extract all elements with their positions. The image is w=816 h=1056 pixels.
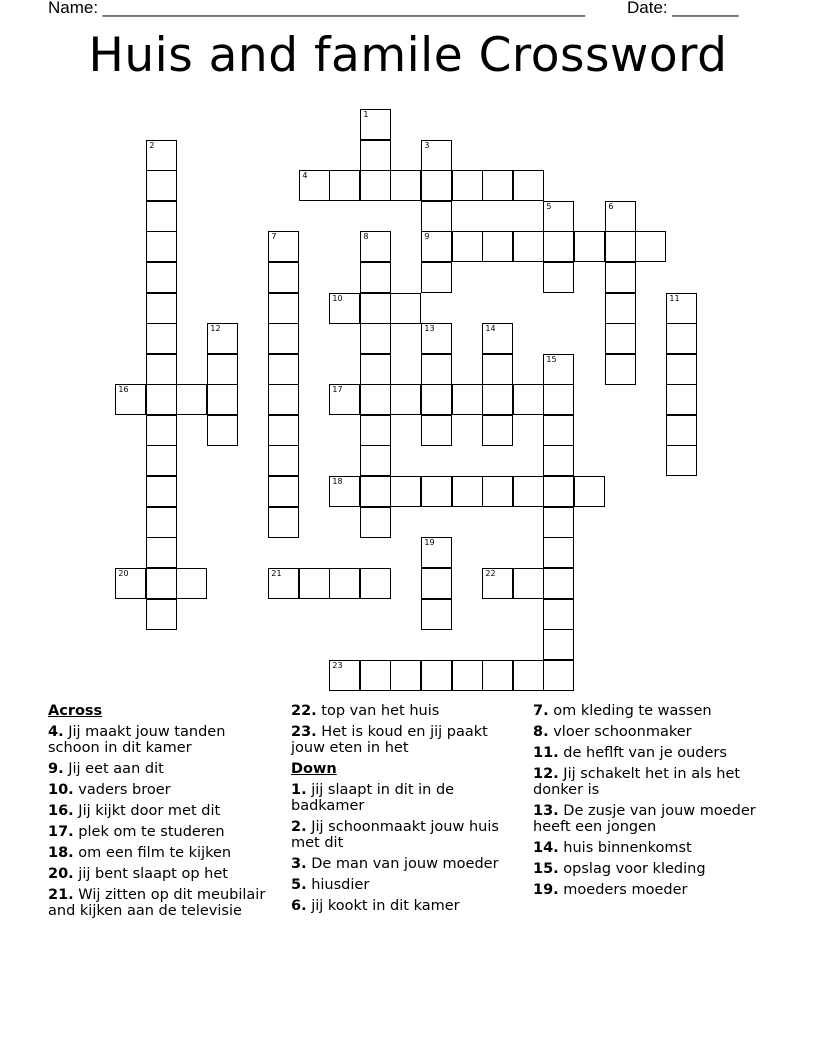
clue-column-2 <box>291 703 523 919</box>
clue-text: Jij schakelt het in als het donker is <box>533 766 741 798</box>
clue-item <box>291 703 523 719</box>
grid-cell[interactable] <box>421 140 452 171</box>
clue-number: 2 <box>149 141 155 151</box>
grid-cell[interactable] <box>605 293 636 324</box>
grid-cell[interactable] <box>666 415 697 446</box>
grid-cell[interactable] <box>207 384 238 415</box>
grid-cell[interactable] <box>207 354 238 385</box>
clue-number: 15 <box>546 355 557 365</box>
clue-number: 23 <box>332 661 343 671</box>
clue-number: 4 <box>302 171 308 181</box>
clue-text: jij bent slaapt op het <box>73 866 228 882</box>
clue-number: 6 <box>608 202 614 212</box>
clue-text: jij slaapt in dit in de badkamer <box>291 782 455 814</box>
clue-number: 16. <box>48 803 74 819</box>
grid-cell[interactable] <box>360 140 391 171</box>
clue-number: 21 <box>271 569 282 579</box>
grid-cell[interactable] <box>268 262 299 293</box>
grid-cell[interactable] <box>146 323 177 354</box>
grid-cell[interactable] <box>268 445 299 476</box>
clue-item <box>48 866 280 882</box>
clue-number: 17 <box>332 385 343 395</box>
clue-item <box>533 703 773 719</box>
grid-cell[interactable] <box>390 170 421 201</box>
grid-cell[interactable] <box>421 599 452 630</box>
clue-number: 23. <box>291 724 317 740</box>
clue-text: Wij zitten op dit meubilair and kijken aan de televisie <box>48 887 266 919</box>
grid-cell[interactable] <box>176 568 207 599</box>
grid-cell[interactable] <box>513 231 544 262</box>
grid-cell[interactable] <box>115 384 146 415</box>
page-title: Huis and famile Crossword <box>88 28 728 83</box>
grid-cell[interactable] <box>543 231 574 262</box>
clue-number: 20. <box>48 866 74 882</box>
across-heading: Across <box>48 703 103 719</box>
grid-cell[interactable] <box>146 231 177 262</box>
clue-number: 2. <box>291 819 307 835</box>
grid-cell[interactable] <box>176 384 207 415</box>
clue-number: 19 <box>424 538 435 548</box>
grid-cell[interactable] <box>360 507 391 538</box>
grid-cell[interactable] <box>543 415 574 446</box>
clue-number: 5. <box>291 877 307 893</box>
clue-number: 13. <box>533 803 559 819</box>
grid-cell[interactable] <box>605 262 636 293</box>
clue-number: 3. <box>291 856 307 872</box>
grid-cell[interactable] <box>329 384 360 415</box>
grid-cell[interactable] <box>605 354 636 385</box>
grid-cell[interactable] <box>146 384 177 415</box>
clue-text: opslag voor kleding <box>558 861 706 877</box>
grid-cell[interactable] <box>268 568 299 599</box>
grid-cell[interactable] <box>421 415 452 446</box>
clue-number: 21. <box>48 887 74 903</box>
clue-item <box>533 766 773 798</box>
grid-cell[interactable] <box>360 293 391 324</box>
clue-item <box>533 840 773 856</box>
clue-number: 11. <box>533 745 559 761</box>
grid-cell[interactable] <box>360 384 391 415</box>
clue-item <box>533 724 773 740</box>
grid-cell[interactable] <box>666 293 697 324</box>
grid-cell[interactable] <box>421 201 452 232</box>
grid-cell[interactable] <box>268 476 299 507</box>
grid-cell[interactable] <box>146 537 177 568</box>
grid-cell[interactable] <box>513 568 544 599</box>
grid-cell[interactable] <box>360 415 391 446</box>
grid-cell[interactable] <box>421 660 452 691</box>
grid-cell[interactable] <box>543 537 574 568</box>
grid-cell[interactable] <box>543 476 574 507</box>
clue-text: top van het huis <box>316 703 440 719</box>
clue-text: om kleding te wassen <box>548 703 712 719</box>
clue-number: 11 <box>669 294 680 304</box>
grid-cell[interactable] <box>452 660 483 691</box>
grid-cell[interactable] <box>482 415 513 446</box>
clue-item <box>48 782 280 798</box>
grid-cell[interactable] <box>666 384 697 415</box>
clue-item <box>291 877 523 893</box>
grid-cell[interactable] <box>482 384 513 415</box>
grid-cell[interactable] <box>421 476 452 507</box>
clue-text: om een film te kijken <box>73 845 232 861</box>
clue-text: Het is koud en jij paakt jouw eten in het <box>291 724 488 756</box>
grid-cell[interactable] <box>329 170 360 201</box>
grid-cell[interactable] <box>360 262 391 293</box>
clue-number: 18 <box>332 477 343 487</box>
grid-cell[interactable] <box>268 384 299 415</box>
clue-number: 14 <box>485 324 496 334</box>
clue-number: 20 <box>118 569 129 579</box>
grid-cell[interactable] <box>146 445 177 476</box>
clue-item <box>533 803 773 835</box>
clue-number: 7 <box>271 232 277 242</box>
grid-cell[interactable] <box>605 201 636 232</box>
grid-cell[interactable] <box>115 568 146 599</box>
grid-cell[interactable] <box>513 384 544 415</box>
grid-cell[interactable] <box>543 354 574 385</box>
grid-cell[interactable] <box>146 415 177 446</box>
grid-cell[interactable] <box>666 323 697 354</box>
grid-cell[interactable] <box>421 384 452 415</box>
clue-number: 6. <box>291 898 307 914</box>
grid-cell[interactable] <box>360 231 391 262</box>
clue-item <box>48 845 280 861</box>
clue-number: 10 <box>332 294 343 304</box>
clue-item <box>291 856 523 872</box>
clue-number: 9 <box>424 232 430 242</box>
grid-cell[interactable] <box>390 293 421 324</box>
grid-cell[interactable] <box>513 170 544 201</box>
grid-cell[interactable] <box>482 476 513 507</box>
grid-cell[interactable] <box>666 354 697 385</box>
date-field-label: Date: _______ <box>627 0 739 17</box>
clue-number: 7. <box>533 703 549 719</box>
name-field-label: Name: ___________________________________________________ <box>48 0 585 17</box>
grid-cell[interactable] <box>360 660 391 691</box>
clue-item <box>48 761 280 777</box>
grid-cell[interactable] <box>421 537 452 568</box>
clue-number: 15. <box>533 861 559 877</box>
clue-text: Jij maakt jouw tanden schoon in dit kamer <box>48 724 226 756</box>
grid-cell[interactable] <box>452 231 483 262</box>
clue-number: 8 <box>363 232 369 242</box>
grid-cell[interactable] <box>299 170 330 201</box>
grid-cell[interactable] <box>543 629 574 660</box>
grid-cell[interactable] <box>329 660 360 691</box>
grid-cell[interactable] <box>146 476 177 507</box>
grid-cell[interactable] <box>482 170 513 201</box>
grid-cell[interactable] <box>543 599 574 630</box>
grid-cell[interactable] <box>146 293 177 324</box>
clue-number: 1 <box>363 110 369 120</box>
clue-text: jij kookt in dit kamer <box>306 898 460 914</box>
grid-cell[interactable] <box>543 445 574 476</box>
grid-cell[interactable] <box>452 476 483 507</box>
clue-number: 19. <box>533 882 559 898</box>
clue-number: 8. <box>533 724 549 740</box>
grid-cell[interactable] <box>146 599 177 630</box>
grid-cell[interactable] <box>421 262 452 293</box>
grid-cell[interactable] <box>482 660 513 691</box>
grid-cell[interactable] <box>146 507 177 538</box>
clue-number: 18. <box>48 845 74 861</box>
grid-cell[interactable] <box>146 568 177 599</box>
grid-cell[interactable] <box>390 476 421 507</box>
grid-cell[interactable] <box>390 660 421 691</box>
clue-item <box>291 724 523 756</box>
clue-text: vloer schoonmaker <box>548 724 692 740</box>
clue-item <box>48 803 280 819</box>
clue-number: 13 <box>424 324 435 334</box>
clue-text: Jij eet aan dit <box>63 761 164 777</box>
clue-text: vaders broer <box>73 782 171 798</box>
clue-item <box>533 882 773 898</box>
grid-cell[interactable] <box>268 231 299 262</box>
clue-text: huis binnenkomst <box>558 840 692 856</box>
grid-cell[interactable] <box>421 568 452 599</box>
clue-text: moeders moeder <box>558 882 688 898</box>
grid-cell[interactable] <box>421 231 452 262</box>
clue-item <box>533 745 773 761</box>
clue-number: 5 <box>546 202 552 212</box>
grid-cell[interactable] <box>421 323 452 354</box>
grid-cell[interactable] <box>329 293 360 324</box>
grid-cell[interactable] <box>482 568 513 599</box>
grid-cell[interactable] <box>268 323 299 354</box>
clue-item <box>48 887 280 919</box>
grid-cell[interactable] <box>513 660 544 691</box>
grid-cell[interactable] <box>360 323 391 354</box>
clue-number: 4. <box>48 724 64 740</box>
grid-cell[interactable] <box>329 476 360 507</box>
clue-text: De zusje van jouw moeder heeft een jongen <box>533 803 756 835</box>
grid-cell[interactable] <box>421 170 452 201</box>
grid-cell[interactable] <box>666 445 697 476</box>
clue-number: 3 <box>424 141 430 151</box>
grid-cell[interactable] <box>360 354 391 385</box>
clue-number: 12 <box>210 324 221 334</box>
grid-cell[interactable] <box>146 140 177 171</box>
clue-item <box>291 898 523 914</box>
grid-cell[interactable] <box>605 231 636 262</box>
grid-cell[interactable] <box>360 445 391 476</box>
grid-cell[interactable] <box>543 262 574 293</box>
down-heading: Down <box>291 761 337 777</box>
clue-text: de heflft van je ouders <box>558 745 727 761</box>
clue-item <box>48 824 280 840</box>
grid-cell[interactable] <box>543 660 574 691</box>
clue-text: Jij schoonmaakt jouw huis met dit <box>291 819 499 851</box>
grid-cell[interactable] <box>452 384 483 415</box>
grid-cell[interactable] <box>605 323 636 354</box>
clue-text: De man van jouw moeder <box>306 856 499 872</box>
grid-cell[interactable] <box>482 354 513 385</box>
grid-cell[interactable] <box>360 568 391 599</box>
grid-cell[interactable] <box>543 201 574 232</box>
grid-cell[interactable] <box>299 568 330 599</box>
clue-number: 14. <box>533 840 559 856</box>
grid-cell[interactable] <box>329 568 360 599</box>
grid-cell[interactable] <box>268 415 299 446</box>
clue-number: 9. <box>48 761 64 777</box>
grid-cell[interactable] <box>207 415 238 446</box>
grid-cell[interactable] <box>513 476 544 507</box>
clue-item <box>291 819 523 851</box>
clue-number: 17. <box>48 824 74 840</box>
clue-item <box>291 782 523 814</box>
grid-cell[interactable] <box>360 476 391 507</box>
clue-number: 16 <box>118 385 129 395</box>
clue-column-1 <box>48 703 280 924</box>
grid-cell[interactable] <box>390 384 421 415</box>
grid-cell[interactable] <box>146 170 177 201</box>
clue-text: Jij kijkt door met dit <box>73 803 221 819</box>
clue-column-3 <box>533 703 773 903</box>
grid-cell[interactable] <box>574 231 605 262</box>
grid-cell[interactable] <box>360 109 391 140</box>
grid-cell[interactable] <box>574 476 605 507</box>
clue-number: 12. <box>533 766 559 782</box>
grid-cell[interactable] <box>268 507 299 538</box>
grid-cell[interactable] <box>452 170 483 201</box>
clue-item <box>533 861 773 877</box>
grid-cell[interactable] <box>543 384 574 415</box>
grid-cell[interactable] <box>421 354 452 385</box>
grid-cell[interactable] <box>146 201 177 232</box>
clue-number: 1. <box>291 782 307 798</box>
grid-cell[interactable] <box>207 323 238 354</box>
grid-cell[interactable] <box>635 231 666 262</box>
grid-cell[interactable] <box>146 354 177 385</box>
clue-number: 22. <box>291 703 317 719</box>
grid-cell[interactable] <box>482 231 513 262</box>
clue-text: plek om te studeren <box>73 824 225 840</box>
grid-cell[interactable] <box>268 293 299 324</box>
grid-cell[interactable] <box>543 568 574 599</box>
clue-text: hiusdier <box>306 877 370 893</box>
grid-cell[interactable] <box>543 507 574 538</box>
grid-cell[interactable] <box>268 354 299 385</box>
grid-cell[interactable] <box>482 323 513 354</box>
grid-cell[interactable] <box>360 170 391 201</box>
clue-item <box>48 724 280 756</box>
clue-number: 10. <box>48 782 74 798</box>
grid-cell[interactable] <box>146 262 177 293</box>
clue-number: 22 <box>485 569 496 579</box>
